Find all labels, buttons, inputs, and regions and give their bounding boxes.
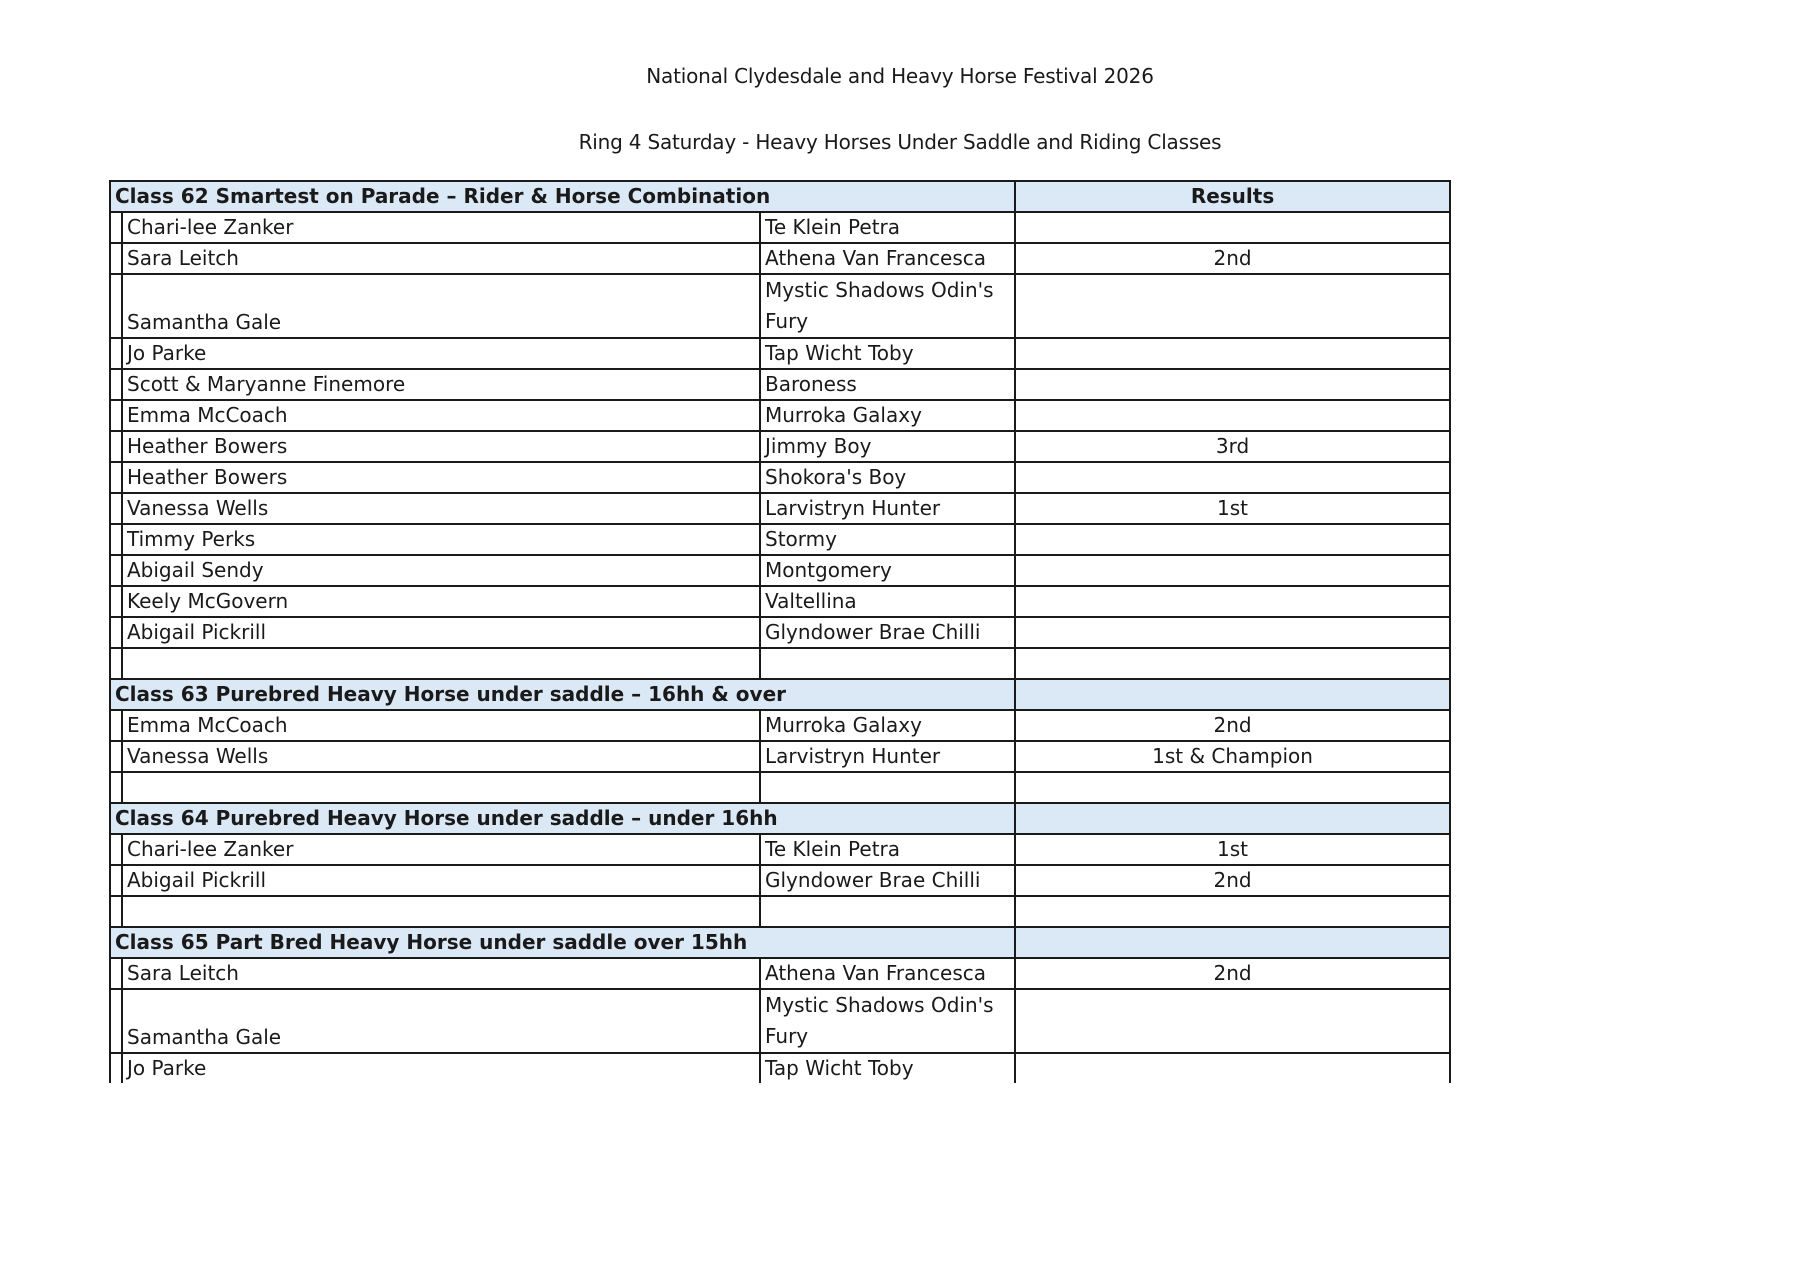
rider-name: Scott & Maryanne Finemore <box>122 369 760 400</box>
results-table <box>109 180 1451 1083</box>
horse-name: Glyndower Brae Chilli <box>760 617 1015 648</box>
result-cell <box>1015 1053 1450 1083</box>
rider-name: Vanessa Wells <box>122 493 760 524</box>
class-header-row <box>110 679 1450 710</box>
rider-name: Vanessa Wells <box>122 741 760 772</box>
row-marker <box>110 462 122 493</box>
empty-cell <box>1015 679 1450 710</box>
empty-cell <box>122 648 760 679</box>
empty-row <box>110 648 1450 679</box>
rider-name: Emma McCoach <box>122 710 760 741</box>
row-marker <box>110 555 122 586</box>
empty-cell <box>760 772 1015 803</box>
result-cell <box>1015 524 1450 555</box>
horse-name: Glyndower Brae Chilli <box>760 865 1015 896</box>
rider-name: Chari-lee Zanker <box>122 834 760 865</box>
result-cell: 3rd <box>1015 431 1450 462</box>
result-cell: 2nd <box>1015 958 1450 989</box>
rider-name: Keely McGovern <box>122 586 760 617</box>
results-column-header: Results <box>1015 181 1450 212</box>
result-cell: 1st & Champion <box>1015 741 1450 772</box>
class-header-row <box>110 181 1450 212</box>
rider-name: Chari-lee Zanker <box>122 212 760 243</box>
table-row <box>110 958 1450 989</box>
table-row <box>110 989 1450 1053</box>
result-cell <box>1015 274 1450 338</box>
result-cell: 2nd <box>1015 243 1450 274</box>
row-marker <box>110 274 122 338</box>
row-marker <box>110 243 122 274</box>
horse-name: Athena Van Francesca <box>760 243 1015 274</box>
empty-cell <box>760 896 1015 927</box>
horse-name: Stormy <box>760 524 1015 555</box>
document-title: National Clydesdale and Heavy Horse Festival 2026 <box>646 64 1154 88</box>
rider-name: Abigail Pickrill <box>122 865 760 896</box>
table-row <box>110 1053 1450 1083</box>
result-cell <box>1015 400 1450 431</box>
row-marker <box>110 338 122 369</box>
table-row <box>110 524 1450 555</box>
rider-name: Jo Parke <box>122 338 760 369</box>
result-cell <box>1015 586 1450 617</box>
empty-cell <box>122 896 760 927</box>
result-cell <box>1015 989 1450 1053</box>
rider-name: Abigail Sendy <box>122 555 760 586</box>
class-title: Class 65 Part Bred Heavy Horse under saddle over 15hh <box>110 927 1015 958</box>
table-row <box>110 431 1450 462</box>
result-cell <box>1015 555 1450 586</box>
row-marker <box>110 400 122 431</box>
horse-name: Tap Wicht Toby <box>760 1053 1015 1083</box>
empty-cell <box>122 772 760 803</box>
row-marker <box>110 617 122 648</box>
rider-name: Timmy Perks <box>122 524 760 555</box>
row-marker <box>110 896 122 927</box>
rider-name: Samantha Gale <box>122 274 760 338</box>
horse-name: Murroka Galaxy <box>760 710 1015 741</box>
horse-name: Te Klein Petra <box>760 834 1015 865</box>
row-marker <box>110 648 122 679</box>
rider-name: Heather Bowers <box>122 462 760 493</box>
horse-name: Athena Van Francesca <box>760 958 1015 989</box>
result-cell: 2nd <box>1015 710 1450 741</box>
table-row <box>110 617 1450 648</box>
row-marker <box>110 524 122 555</box>
empty-cell <box>1015 648 1450 679</box>
class-header-row <box>110 803 1450 834</box>
table-row <box>110 212 1450 243</box>
empty-cell <box>1015 927 1450 958</box>
row-marker <box>110 212 122 243</box>
row-marker <box>110 431 122 462</box>
class-title: Class 62 Smartest on Parade – Rider & Horse Combination <box>110 181 1015 212</box>
horse-name: Montgomery <box>760 555 1015 586</box>
horse-name: Larvistryn Hunter <box>760 741 1015 772</box>
table-row <box>110 865 1450 896</box>
class-title: Class 63 Purebred Heavy Horse under saddle – 16hh & over <box>110 679 1015 710</box>
horse-name: Te Klein Petra <box>760 212 1015 243</box>
result-cell: 1st <box>1015 493 1450 524</box>
row-marker <box>110 586 122 617</box>
rider-name: Jo Parke <box>122 1053 760 1083</box>
table-row <box>110 462 1450 493</box>
table-row <box>110 555 1450 586</box>
row-marker <box>110 958 122 989</box>
row-marker <box>110 834 122 865</box>
document-subtitle: Ring 4 Saturday - Heavy Horses Under Saddle and Riding Classes <box>578 130 1222 154</box>
row-marker <box>110 493 122 524</box>
horse-name: Larvistryn Hunter <box>760 493 1015 524</box>
row-marker <box>110 710 122 741</box>
horse-name: Valtellina <box>760 586 1015 617</box>
row-marker <box>110 989 122 1053</box>
result-cell <box>1015 462 1450 493</box>
empty-row <box>110 896 1450 927</box>
table-row <box>110 274 1450 338</box>
table-row <box>110 710 1450 741</box>
rider-name: Sara Leitch <box>122 243 760 274</box>
empty-row <box>110 772 1450 803</box>
table-row <box>110 834 1450 865</box>
class-header-row <box>110 927 1450 958</box>
table-row <box>110 586 1450 617</box>
horse-name: Shokora's Boy <box>760 462 1015 493</box>
row-marker <box>110 369 122 400</box>
result-cell: 2nd <box>1015 865 1450 896</box>
horse-name: Tap Wicht Toby <box>760 338 1015 369</box>
horse-name: Baroness <box>760 369 1015 400</box>
table-row <box>110 493 1450 524</box>
rider-name: Samantha Gale <box>122 989 760 1053</box>
horse-name: Murroka Galaxy <box>760 400 1015 431</box>
empty-cell <box>760 648 1015 679</box>
row-marker <box>110 772 122 803</box>
horse-name: Jimmy Boy <box>760 431 1015 462</box>
result-cell <box>1015 338 1450 369</box>
empty-cell <box>1015 772 1450 803</box>
rider-name: Heather Bowers <box>122 431 760 462</box>
table-row <box>110 338 1450 369</box>
row-marker <box>110 1053 122 1083</box>
empty-cell <box>1015 803 1450 834</box>
class-title: Class 64 Purebred Heavy Horse under saddle – under 16hh <box>110 803 1015 834</box>
row-marker <box>110 741 122 772</box>
result-cell <box>1015 617 1450 648</box>
horse-name: Mystic Shadows Odin's Fury <box>760 989 1015 1053</box>
result-cell: 1st <box>1015 834 1450 865</box>
rider-name: Abigail Pickrill <box>122 617 760 648</box>
horse-name: Mystic Shadows Odin's Fury <box>760 274 1015 338</box>
result-cell <box>1015 212 1450 243</box>
empty-cell <box>1015 896 1450 927</box>
table-row <box>110 369 1450 400</box>
rider-name: Sara Leitch <box>122 958 760 989</box>
result-cell <box>1015 369 1450 400</box>
rider-name: Emma McCoach <box>122 400 760 431</box>
table-row <box>110 400 1450 431</box>
row-marker <box>110 865 122 896</box>
table-row <box>110 243 1450 274</box>
table-row <box>110 741 1450 772</box>
